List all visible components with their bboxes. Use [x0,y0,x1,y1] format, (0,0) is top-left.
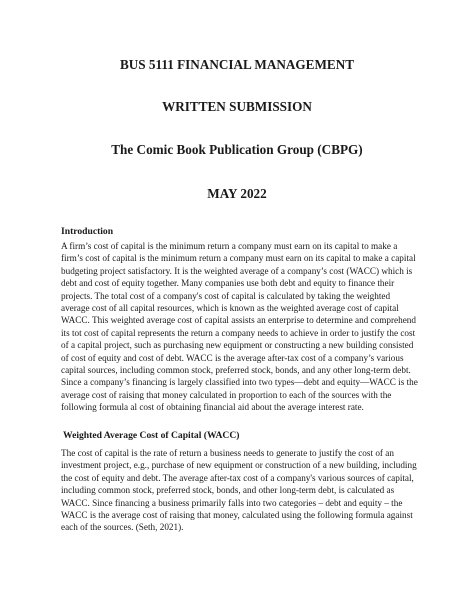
paragraph-line: average cost of all capital resources, which is known as the weighted average cost of capital [61,303,399,314]
submission-type: WRITTEN SUBMISSION [162,99,312,114]
paragraph-line: The cost of capital is the rate of return a business needs to generate to justify the cost of an [61,448,394,458]
paragraph-line: including common stock, preferred stock, bonds, and other long-term debt, is calculated as [61,485,395,496]
paragraph-line: WACC is the average cost of raising that money, calculated using the following formula against [61,510,413,521]
introduction-paragraph [61,240,421,414]
paragraph-line: the cost of equity and debt. The average after-tax cost of a company's various sources of capital, [61,472,414,483]
paragraph-line: debt and cost of equity together. Many companies use both debt and equity to finance their [61,278,395,289]
wacc-paragraph [61,447,421,534]
paragraph-line: of a capital project, such as purchasing new equipment or constructing a new building consisted [61,340,414,351]
paragraph-line: investment project, e.g., purchase of new equipment or construction of a new building, including [61,460,417,471]
course-title: BUS 5111 FINANCIAL MANAGEMENT [119,57,355,72]
paragraph-line: average cost of raising that money calculated in proportion to each of the sources with the [61,389,392,400]
section-heading-wacc: Weighted Average Cost of Capital (WACC) [63,430,240,441]
paragraph-line: its tot cost of capital represents the return a company needs to achieve in order to justify the cost [61,327,416,338]
paragraph-line: Since a company’s financing is largely classified into two types—debt and equity—WACC is the [61,377,418,388]
submission-date: MAY 2022 [207,186,267,201]
paragraph-line: WACC. Since financing a business primarily falls into two categories – debt and equity – the [61,497,403,508]
paragraph-line: projects. The total cost of a company's cost of capital is calculated by taking the weighted [61,290,391,301]
paragraph-line: capital sources, including common stock, preferred stock, bonds, and any other long-term debt. [61,365,411,376]
paragraph-line: budgeting project satisfactory. It is the weighted average of a company’s cost (WACC) which is [61,265,413,276]
paragraph-line: WACC. This weighted average cost of capital assists an enterprise to determine and comprehend [61,315,416,326]
company-title: The Comic Book Publication Group (CBPG) [111,142,363,157]
paragraph-line: firm’s cost of capital is the minimum return a company must earn on its capital to make a capital [61,253,416,264]
paragraph-line: A firm’s cost of capital is the minimum return a company must earn on its capital to make a [61,241,398,251]
paragraph-line: following formula al cost of obtaining financial aid about the average interest rate. [61,402,364,413]
paragraph-line: each of the sources. (Seth, 2021). [61,522,184,533]
section-heading-introduction: Introduction [61,226,114,237]
paragraph-line: of cost of equity and cost of debt. WACC is the average after-tax cost of a company’s various [61,352,404,363]
